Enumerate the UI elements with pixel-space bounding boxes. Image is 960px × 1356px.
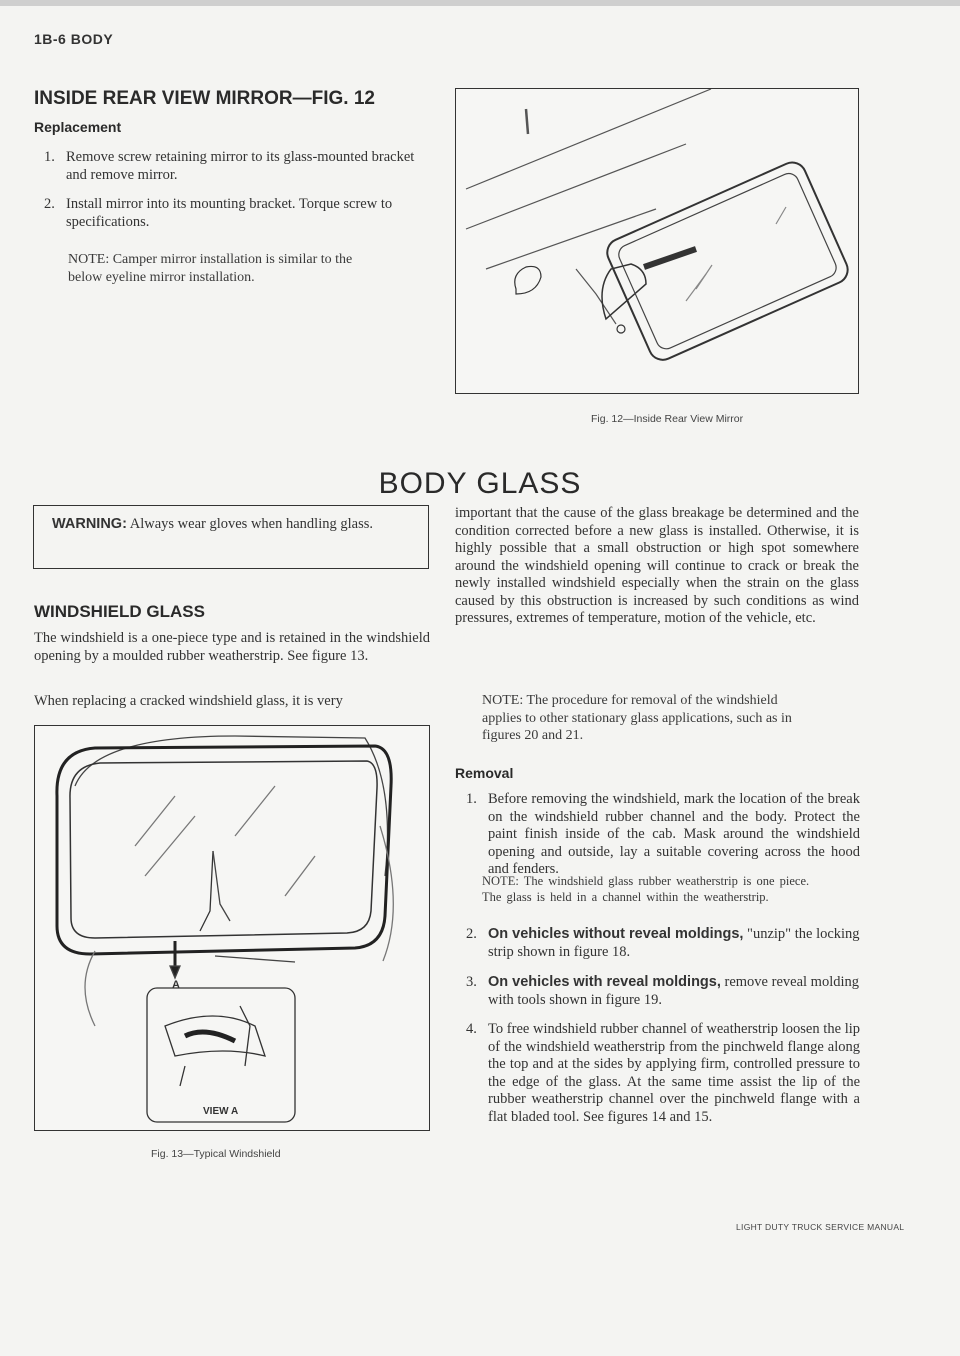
step-3-emphasis: On vehicles with reveal moldings, (488, 974, 721, 990)
figure-label-a: A (172, 979, 180, 991)
warning-body: Always wear gloves when handling glass. (126, 516, 373, 532)
step-text (488, 974, 860, 1009)
figure-label-view-a: VIEW A (203, 1106, 239, 1117)
removal-title: Removal (455, 765, 514, 781)
step-number: 3. (466, 974, 477, 990)
mirror-step-2 (44, 196, 436, 231)
step-3-rest: remove reveal molding with tools shown in figure 19. (488, 974, 859, 1008)
warning-label: WARNING: (52, 516, 127, 532)
windshield-section-title: WINDSHIELD GLASS (34, 602, 205, 621)
removal-step-2 (466, 926, 860, 961)
removal-step-3 (466, 974, 860, 1009)
right-paragraph-1: important that the cause of the glass breakage be determined and the condition corrected before a new glass is installed. Otherwise, it is highly possible that a small obstruction or high spot somewhere around the windshield opening will continue to crack or break the newly installed windshield especially when the strain on the glass caused by this obstruction is increased by such conditions as wind pressures, extremes of temperature, motion of the vehicle, etc. (455, 505, 859, 626)
figure-12-caption: Fig. 12—Inside Rear View Mirror (591, 413, 744, 425)
warning-box (33, 505, 429, 569)
step-number: 1. (44, 149, 55, 165)
windshield-paragraph-1: The windshield is a one-piece type and is retained in the windshield opening by a moulded rubber weatherstrip. See figure 13. (34, 630, 430, 664)
step-number: 1. (466, 791, 477, 807)
mirror-note: NOTE: Camper mirror installation is similar to the below eyeline mirror installation. (68, 252, 353, 285)
removal-note-2: NOTE: The windshield glass rubber weatherstrip is one piece. The glass is held in a channel within the weatherstrip. (482, 874, 810, 904)
body-glass-title: BODY GLASS (378, 467, 582, 500)
mirror-step-1 (44, 149, 436, 184)
warning-text (52, 516, 408, 534)
figure-13-caption: Fig. 13—Typical Windshield (151, 1148, 281, 1160)
page-top-border (0, 0, 960, 6)
mirror-illustration (456, 89, 858, 393)
step-2-rest: "unzip" the locking strip shown in figure 18. (488, 926, 860, 960)
step-number: 2. (466, 926, 477, 942)
figure-13-windshield (34, 725, 430, 1131)
step-text (488, 926, 860, 961)
page-header: 1B-6 BODY (34, 31, 114, 47)
windshield-paragraph-2: When replacing a cracked windshield glass, it is very (34, 693, 343, 709)
step-text: Before removing the windshield, mark the location of the break on the windshield rubber channel and the body. Protect the paint finish inside of the cab. Mask around the windshield opening and outside, lay a suitable covering across the hood and fenders. (488, 791, 860, 877)
removal-step-1 (466, 791, 860, 879)
step-text: To free windshield rubber channel of weatherstrip loosen the lip of the windshield weatherstrip from the pinchweld flange along the top and at the sides by applying firm, controlled pressure to the edge of the glass. At the same time assist the lip of the rubber weatherstrip channel over the pinchweld flange with a flat bladed tool. See figures 14 and 15. (488, 1021, 860, 1125)
step-2-emphasis: On vehicles without reveal moldings, (488, 926, 744, 942)
page-footer: LIGHT DUTY TRUCK SERVICE MANUAL (736, 1222, 905, 1232)
step-text: Install mirror into its mounting bracket. Torque screw to specifications. (66, 196, 393, 230)
figure-12-mirror (455, 88, 859, 394)
removal-step-4 (466, 1021, 860, 1126)
removal-note-1: NOTE: The procedure for removal of the windshield applies to other stationary glass applications, such as in figures 20 and 21. (482, 693, 792, 743)
step-number: 2. (44, 196, 55, 212)
step-text: Remove screw retaining mirror to its glass-mounted bracket and remove mirror. (66, 149, 415, 183)
mirror-subtitle: Replacement (34, 119, 122, 135)
step-number: 4. (466, 1021, 477, 1037)
windshield-illustration (35, 726, 429, 1130)
mirror-section-title: INSIDE REAR VIEW MIRROR—FIG. 12 (34, 88, 375, 109)
